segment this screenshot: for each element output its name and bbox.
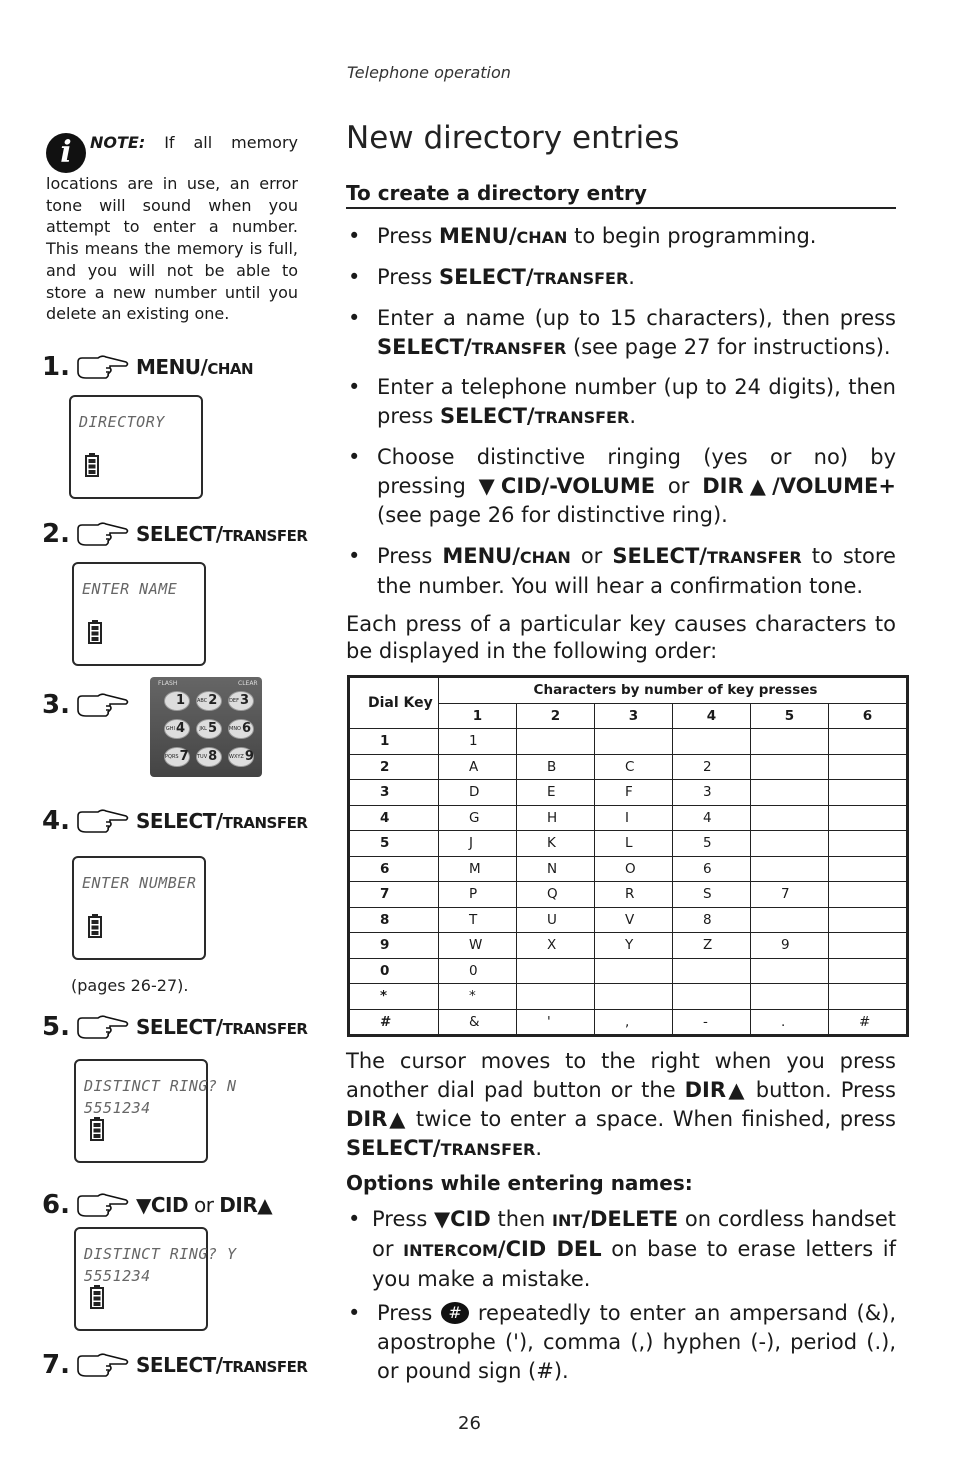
table-row bbox=[349, 780, 908, 806]
char-cell bbox=[829, 754, 908, 780]
table-column-header: 3 bbox=[595, 703, 673, 729]
char-cell: 4 bbox=[673, 805, 751, 831]
char-cell bbox=[517, 984, 595, 1010]
note-label: NOTE: bbox=[90, 133, 146, 152]
step-number: 3. bbox=[42, 690, 70, 720]
dial-key-cell: 1 bbox=[349, 729, 439, 755]
keypad-key-3: DEF3 bbox=[228, 691, 254, 711]
lcd-text: DIRECTORY bbox=[79, 413, 165, 431]
step-6 bbox=[42, 1190, 272, 1220]
key-label: SELECT/TRANSFER bbox=[136, 1015, 308, 1039]
keypad-key-9: WXYZ9 bbox=[228, 747, 254, 767]
page-number: 26 bbox=[458, 1413, 481, 1434]
running-header: Telephone operation bbox=[347, 63, 511, 82]
table-column-header: 6 bbox=[829, 703, 908, 729]
lcd-text: ENTER NUMBER bbox=[82, 874, 197, 892]
table-column-header: 4 bbox=[673, 703, 751, 729]
char-cell: A bbox=[439, 754, 517, 780]
bullet-6: • Press MENU/CHAN or SELECT/TRANSFER to store the number. You will hear a confirmation tone. bbox=[348, 544, 896, 598]
char-cell bbox=[829, 907, 908, 933]
table-row bbox=[349, 1009, 908, 1036]
pages-note: (pages 26-27). bbox=[71, 976, 189, 995]
table-column-header: 5 bbox=[751, 703, 829, 729]
step-5 bbox=[42, 1012, 307, 1042]
table-row bbox=[349, 958, 908, 984]
char-cell bbox=[751, 984, 829, 1010]
bullet-1: • Press MENU/CHAN to begin programming. bbox=[348, 224, 817, 248]
lcd-screen-directory bbox=[69, 395, 203, 499]
char-cell: E bbox=[517, 780, 595, 806]
pointing-hand-icon bbox=[76, 521, 130, 547]
char-cell: S bbox=[673, 882, 751, 908]
lcd-screen-enter-number bbox=[72, 856, 206, 960]
keypad-key-6: MNO6 bbox=[228, 719, 254, 739]
table-row bbox=[349, 729, 908, 755]
char-cell: V bbox=[595, 907, 673, 933]
char-cell: L bbox=[595, 831, 673, 857]
char-cell: 8 bbox=[673, 907, 751, 933]
lcd-screen-distinct-ring-y bbox=[74, 1227, 237, 1331]
step-number: 2. bbox=[42, 519, 70, 549]
char-cell bbox=[829, 933, 908, 959]
char-cell: 0 bbox=[439, 958, 517, 984]
char-cell bbox=[829, 856, 908, 882]
key-label: SELECT/TRANSFER bbox=[136, 522, 308, 546]
char-cell: * bbox=[439, 984, 517, 1010]
intro-paragraph: Each press of a particular key causes characters to be displayed in the following order: bbox=[346, 612, 896, 663]
char-cell: ' bbox=[517, 1009, 595, 1036]
char-cell: D bbox=[439, 780, 517, 806]
table-group-header: Characters by number of key presses bbox=[439, 677, 908, 704]
char-cell bbox=[829, 831, 908, 857]
char-cell: I bbox=[595, 805, 673, 831]
char-cell: , bbox=[595, 1009, 673, 1036]
table-corner-header: Dial Key bbox=[349, 677, 439, 729]
char-cell bbox=[751, 805, 829, 831]
keypad-key-4: GHI4 bbox=[164, 719, 190, 739]
lcd-screen-enter-name bbox=[72, 562, 206, 666]
char-cell bbox=[829, 882, 908, 908]
note-box bbox=[46, 132, 298, 325]
char-cell bbox=[673, 984, 751, 1010]
flash-label: FLASH bbox=[158, 680, 178, 687]
key-label: SELECT/TRANSFER bbox=[136, 809, 308, 833]
dial-key-cell: * bbox=[349, 984, 439, 1010]
key-label: SELECT/TRANSFER bbox=[136, 1353, 308, 1377]
char-cell bbox=[751, 907, 829, 933]
dial-key-cell: 4 bbox=[349, 805, 439, 831]
char-cell: X bbox=[517, 933, 595, 959]
char-cell: O bbox=[595, 856, 673, 882]
dial-key-cell: 5 bbox=[349, 831, 439, 857]
char-cell: 5 bbox=[673, 831, 751, 857]
section-subhead: To create a directory entry bbox=[346, 181, 896, 209]
char-cell bbox=[673, 958, 751, 984]
bullet-5: • Choose distinctive ringing (yes or no) by pressing ▼CID/-VOLUME or DIR▲/VOLUME+ (see page 26 for distinctive ring). bbox=[348, 445, 896, 527]
char-cell: - bbox=[673, 1009, 751, 1036]
lcd-screen-distinct-ring-n bbox=[74, 1059, 237, 1163]
table-row bbox=[349, 831, 908, 857]
char-cell: 7 bbox=[751, 882, 829, 908]
lcd-text: DISTINCT RING? Y 5551234 bbox=[84, 1245, 237, 1285]
char-cell bbox=[751, 780, 829, 806]
table-row bbox=[349, 907, 908, 933]
char-cell bbox=[751, 729, 829, 755]
key-label: MENU/CHAN bbox=[136, 355, 254, 379]
char-cell bbox=[595, 729, 673, 755]
after-table-paragraph: The cursor moves to the right when you press another dial pad button or the DIR▲ button. Press DIR▲ twice to enter a space. When finished, press SELECT/TRANSFER. bbox=[346, 1049, 896, 1160]
char-cell: F bbox=[595, 780, 673, 806]
char-cell: C bbox=[595, 754, 673, 780]
pointing-hand-icon bbox=[76, 692, 130, 718]
table-row bbox=[349, 984, 908, 1010]
dial-key-cell: 0 bbox=[349, 958, 439, 984]
char-cell: N bbox=[517, 856, 595, 882]
dial-key-cell: 2 bbox=[349, 754, 439, 780]
step-number: 7. bbox=[42, 1350, 70, 1380]
char-cell: R bbox=[595, 882, 673, 908]
clear-label: CLEAR bbox=[238, 680, 258, 687]
step-1 bbox=[42, 352, 253, 382]
battery-icon bbox=[90, 1285, 104, 1309]
character-table-body bbox=[349, 677, 908, 1036]
dial-key-cell: 3 bbox=[349, 780, 439, 806]
pound-key-icon: # bbox=[441, 1302, 469, 1324]
bullet-2: • Press SELECT/TRANSFER. bbox=[348, 265, 635, 289]
table-row bbox=[349, 805, 908, 831]
char-cell: J bbox=[439, 831, 517, 857]
dial-key-cell: 9 bbox=[349, 933, 439, 959]
step-number: 5. bbox=[42, 1012, 70, 1042]
char-cell: K bbox=[517, 831, 595, 857]
char-cell: # bbox=[829, 1009, 908, 1036]
bullet-3: • Enter a name (up to 15 characters), then press SELECT/TRANSFER (see page 27 for instructions). bbox=[348, 306, 896, 359]
keypad-photo bbox=[150, 677, 262, 777]
char-cell bbox=[829, 729, 908, 755]
battery-icon bbox=[85, 453, 99, 477]
table-row bbox=[349, 882, 908, 908]
lcd-text: DISTINCT RING? N 5551234 bbox=[84, 1077, 237, 1117]
char-cell: & bbox=[439, 1009, 517, 1036]
keypad-key-2: ABC2 bbox=[196, 691, 222, 711]
char-cell: 3 bbox=[673, 780, 751, 806]
step-number: 1. bbox=[42, 352, 70, 382]
char-cell: Z bbox=[673, 933, 751, 959]
option-2: • Press # repeatedly to enter an ampersand (&), apostrophe ('), comma (,) hyphen (-), period (.), or pound sign (#). bbox=[348, 1301, 896, 1383]
char-cell bbox=[829, 805, 908, 831]
char-cell: . bbox=[751, 1009, 829, 1036]
table-row bbox=[349, 754, 908, 780]
option-1: • Press ▼CID then INT/DELETE on cordless handset or INTERCOM/CID DEL on base to erase letters if you make a mistake. bbox=[348, 1207, 896, 1291]
char-cell: 1 bbox=[439, 729, 517, 755]
keypad-key-1: 1 bbox=[164, 691, 190, 711]
char-cell bbox=[751, 856, 829, 882]
info-icon: i bbox=[46, 133, 86, 173]
char-cell bbox=[829, 958, 908, 984]
char-cell: H bbox=[517, 805, 595, 831]
char-cell: G bbox=[439, 805, 517, 831]
keypad-key-8: TUV8 bbox=[196, 747, 222, 767]
char-cell bbox=[517, 729, 595, 755]
char-cell bbox=[751, 754, 829, 780]
char-cell: Y bbox=[595, 933, 673, 959]
char-cell bbox=[751, 958, 829, 984]
note-text: If all memory locations are in use, an error tone will sound when you attempt to enter a number. This means the memory is full, and you will not be able to store a new number until you delete an existing one. bbox=[46, 133, 298, 324]
char-cell bbox=[829, 984, 908, 1010]
char-cell bbox=[751, 831, 829, 857]
char-cell bbox=[595, 984, 673, 1010]
step-number: 6. bbox=[42, 1190, 70, 1220]
char-cell: T bbox=[439, 907, 517, 933]
battery-icon bbox=[88, 620, 102, 644]
table-row bbox=[349, 856, 908, 882]
dial-key-cell: 7 bbox=[349, 882, 439, 908]
pointing-hand-icon bbox=[76, 1192, 130, 1218]
lcd-text: ENTER NAME bbox=[82, 580, 178, 598]
char-cell: M bbox=[439, 856, 517, 882]
char-cell: 6 bbox=[673, 856, 751, 882]
keypad-key-5: JKL5 bbox=[196, 719, 222, 739]
pointing-hand-icon bbox=[76, 1352, 130, 1378]
pointing-hand-icon bbox=[76, 354, 130, 380]
char-cell: B bbox=[517, 754, 595, 780]
char-cell: 9 bbox=[751, 933, 829, 959]
bullet-4: • Enter a telephone number (up to 24 digits), then press SELECT/TRANSFER. bbox=[348, 375, 896, 428]
pointing-hand-icon bbox=[76, 808, 130, 834]
character-table bbox=[347, 675, 909, 1037]
char-cell: 2 bbox=[673, 754, 751, 780]
char-cell bbox=[595, 958, 673, 984]
char-cell: Q bbox=[517, 882, 595, 908]
keypad-key-7: PQRS7 bbox=[164, 747, 190, 767]
table-row bbox=[349, 933, 908, 959]
dial-key-cell: 6 bbox=[349, 856, 439, 882]
dial-key-cell: # bbox=[349, 1009, 439, 1036]
char-cell bbox=[673, 729, 751, 755]
step-3 bbox=[42, 690, 136, 720]
battery-icon bbox=[88, 914, 102, 938]
table-column-header: 1 bbox=[439, 703, 517, 729]
pointing-hand-icon bbox=[76, 1014, 130, 1040]
battery-icon bbox=[90, 1117, 104, 1141]
page-title: New directory entries bbox=[346, 120, 680, 156]
step-2 bbox=[42, 519, 307, 549]
char-cell bbox=[829, 780, 908, 806]
char-cell: W bbox=[439, 933, 517, 959]
char-cell: U bbox=[517, 907, 595, 933]
step-4 bbox=[42, 806, 307, 836]
key-label: ▼CID or DIR▲ bbox=[136, 1193, 273, 1217]
step-number: 4. bbox=[42, 806, 70, 836]
table-column-header: 2 bbox=[517, 703, 595, 729]
step-7 bbox=[42, 1350, 307, 1380]
dial-key-cell: 8 bbox=[349, 907, 439, 933]
char-cell bbox=[517, 958, 595, 984]
char-cell: P bbox=[439, 882, 517, 908]
options-heading: Options while entering names: bbox=[346, 1171, 693, 1195]
